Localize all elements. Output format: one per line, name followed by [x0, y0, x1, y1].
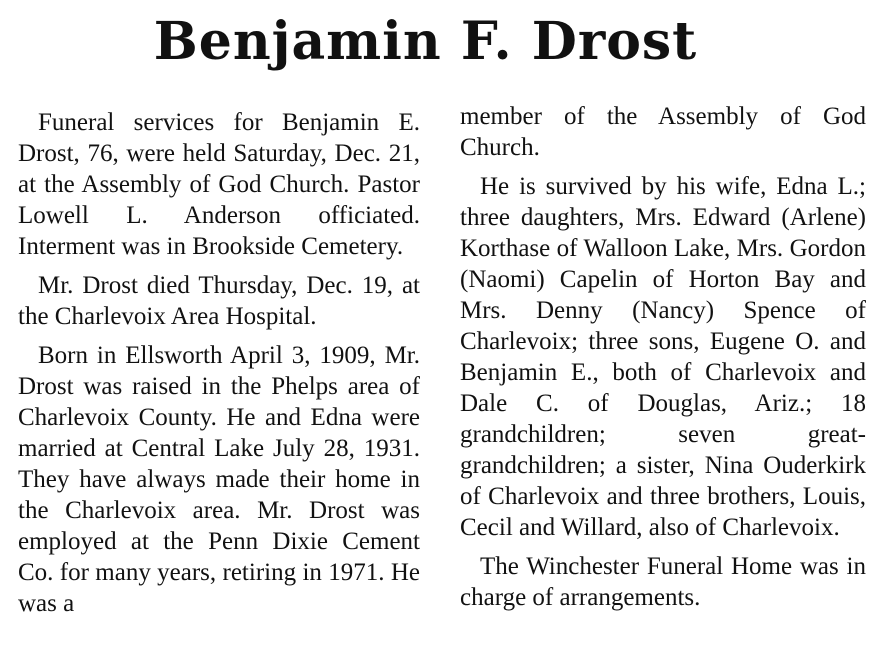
- paragraph-biography-continued: member of the Assembly of God Church.: [460, 103, 866, 161]
- paragraph-funeral-services: Funeral services for Benjamin E. Drost, 76, were held Saturday, Dec. 21, at the Assembly of God Church. Pastor Lowell L. Anderson officiated. Interment was in Brookside Cemetery.: [18, 109, 420, 260]
- obituary-headline: Benjamin F. Drost: [153, 11, 698, 72]
- paragraph-death: Mr. Drost died Thursday, Dec. 19, at the Charlevoix Area Hospital.: [18, 272, 420, 330]
- paragraph-arrangements: The Winchester Funeral Home was in charge of arrangements.: [460, 553, 866, 611]
- left-column: [18, 107, 420, 619]
- paragraph-biography: Born in Ellsworth April 3, 1909, Mr. Drost was raised in the Phelps area of Charlevoix County. He and Edna were married at Central Lake July 28, 1931. They have always made their home in the Charlevoix area. Mr. Drost was employed at the Penn Dixie Cement Co. for many years, retiring in 1971. He was a: [18, 342, 420, 617]
- paragraph-survivors: He is survived by his wife, Edna L.; three daughters, Mrs. Edward (Arlene) Korthase of Walloon Lake, Mrs. Gordon (Naomi) Capelin of Horton Bay and Mrs. Denny (Nancy) Spence of Charlevoix; three sons, Eugene O. and Benjamin E., both of Charlevoix and Dale C. of Douglas, Ariz.; 18 grandchildren; seven great-grandchildren; a sister, Nina Ouderkirk of Charlevoix and three brothers, Louis, Cecil and Willard, also of Charlevoix.: [460, 173, 866, 541]
- right-column: [460, 101, 866, 613]
